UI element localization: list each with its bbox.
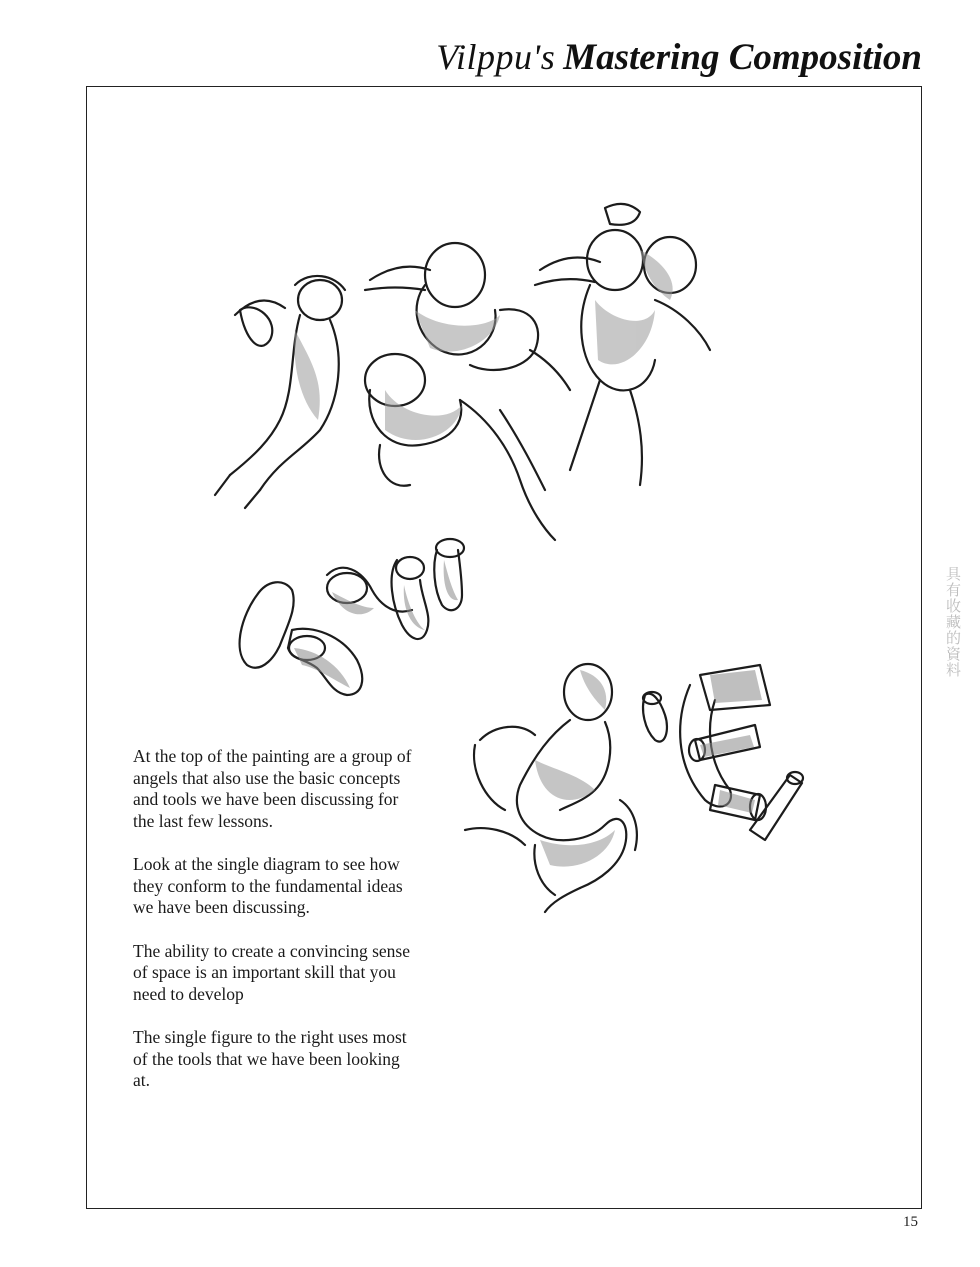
seated-figure-sketch — [440, 650, 650, 920]
page-number: 15 — [903, 1214, 918, 1230]
paragraph: The single figure to the right uses most of the tools that we have been looking at. — [133, 1027, 407, 1090]
angels-group-sketch — [200, 190, 730, 550]
side-watermark: 具有收藏的資料 — [944, 566, 962, 678]
paragraph: The ability to create a convincing sense of space is an important skill that you need to develop — [133, 940, 410, 1004]
header-author: Vilppu's — [436, 37, 556, 77]
paragraph: At the top of the painting are a group of angels that also use the basic concepts and tools we have been discussing for the last few lessons. — [133, 746, 412, 831]
paragraph: Look at the single diagram to see how they conform to the fundamental ideas we have been discussing. — [133, 854, 403, 917]
figure-structure-diagram — [630, 655, 815, 855]
body-text — [133, 746, 413, 1114]
header-book-title: Mastering Composition — [563, 37, 922, 78]
running-header — [436, 36, 922, 79]
